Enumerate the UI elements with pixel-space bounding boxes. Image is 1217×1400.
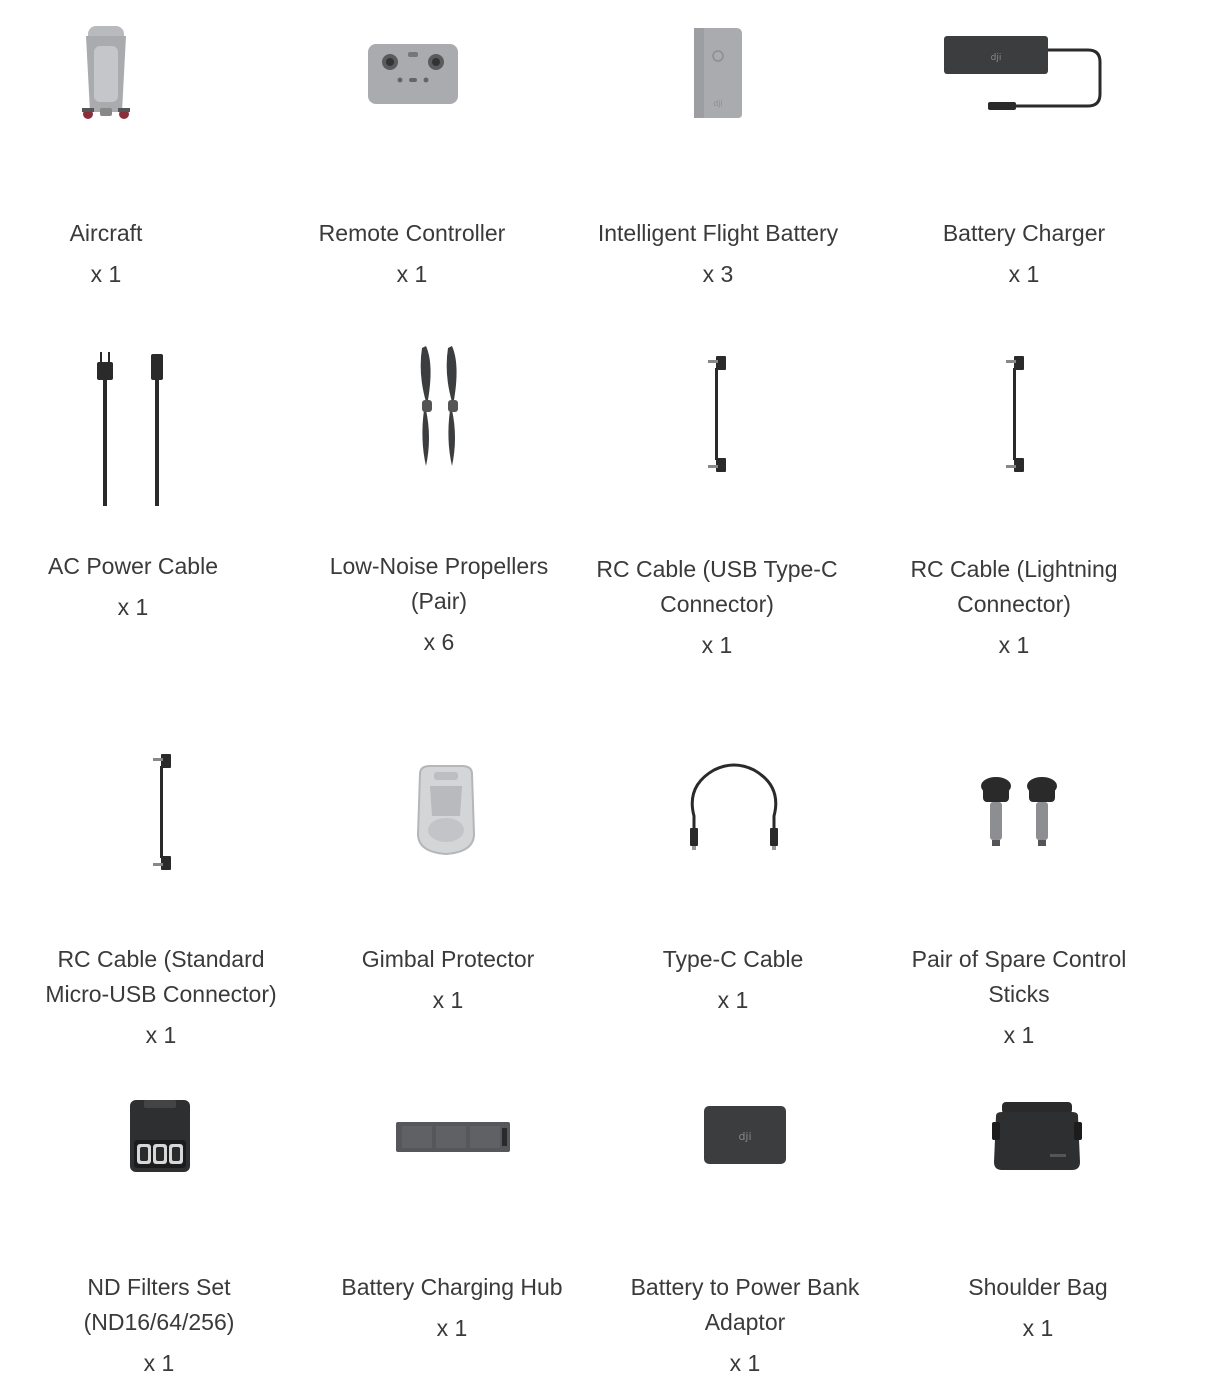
item-card [650,942,816,1018]
svg-text:dji: dji [738,1130,752,1143]
item-quantity: x 1 [143,1350,175,1376]
item-card [66,1270,252,1381]
item-quantity: x 1 [998,632,1030,658]
item-quantity: x 1 [145,1022,177,1048]
svg-text:dji: dji [713,99,723,108]
item-quantity: x 1 [436,1315,468,1341]
item-name: Connector) [660,591,774,617]
item-name: (ND16/64/256) [83,1309,235,1335]
item-name: Pair of Spare Control [911,946,1127,972]
item-card [618,1270,872,1381]
item-name: RC Cable (USB Type-C [596,556,838,582]
item-quantity: x 1 [1022,1315,1054,1341]
item-name: Battery Charging Hub [341,1274,563,1300]
item-quantity: x 6 [423,629,455,655]
item-quantity: x 1 [717,987,749,1013]
item-quantity: x 1 [432,987,464,1013]
power-bank-adaptor-icon [702,1104,788,1166]
item-card [316,549,562,660]
item-card [900,552,1128,663]
item-name: AC Power Cable [47,553,219,579]
item-card [926,216,1122,292]
item-card [904,942,1134,1053]
item-name: RC Cable (Standard [57,946,265,972]
item-name: Aircraft [69,220,143,246]
item-quantity: x 1 [396,261,428,287]
item-quantity: x 1 [1008,261,1040,287]
nd-filters-icon [126,1098,194,1174]
svg-text:dji: dji [990,53,1002,63]
item-card [56,216,156,292]
item-quantity: x 1 [729,1350,761,1376]
shoulder-bag-icon [990,1100,1084,1172]
item-name: Adaptor [704,1309,786,1335]
rc-cable-lightning-icon [1002,354,1028,476]
item-card [350,942,546,1018]
item-name: Connector) [957,591,1071,617]
remote-controller-icon [366,40,460,106]
item-name: Gimbal Protector [361,946,535,972]
item-name: Intelligent Flight Battery [597,220,839,246]
propellers-icon [414,344,466,468]
item-quantity: x 1 [701,632,733,658]
item-card [596,552,838,663]
flight-battery-icon [690,26,746,120]
aircraft-icon [74,22,138,122]
item-name: ND Filters Set [87,1274,231,1300]
item-name: Type-C Cable [662,946,804,972]
item-name: RC Cable (Lightning [910,556,1118,582]
item-card [580,216,856,292]
rc-cable-micro-usb-icon [149,752,175,874]
item-name: Remote Controller [318,220,506,246]
item-card [950,1270,1126,1346]
battery-charger-icon [942,30,1106,116]
item-card [302,216,522,292]
item-card [40,549,226,625]
item-name: Micro-USB Connector) [45,981,277,1007]
item-quantity: x 1 [1003,1022,1035,1048]
item-name: Battery Charger [942,220,1106,246]
item-name: Battery to Power Bank [630,1274,860,1300]
ac-power-cable-icon [92,350,168,508]
item-name: (Pair) [410,588,468,614]
rc-cable-usb-c-icon [704,354,730,476]
item-name: Sticks [988,981,1050,1007]
item-quantity: x 1 [90,261,122,287]
item-name: Low-Noise Propellers [329,553,549,579]
control-sticks-icon [978,776,1062,848]
item-quantity: x 1 [117,594,149,620]
charging-hub-icon [394,1120,512,1154]
item-card [330,1270,574,1346]
gimbal-protector-icon [412,764,480,856]
item-quantity: x 3 [702,261,734,287]
type-c-cable-icon [684,762,784,852]
item-name: Shoulder Bag [968,1274,1108,1300]
item-card [36,942,286,1053]
